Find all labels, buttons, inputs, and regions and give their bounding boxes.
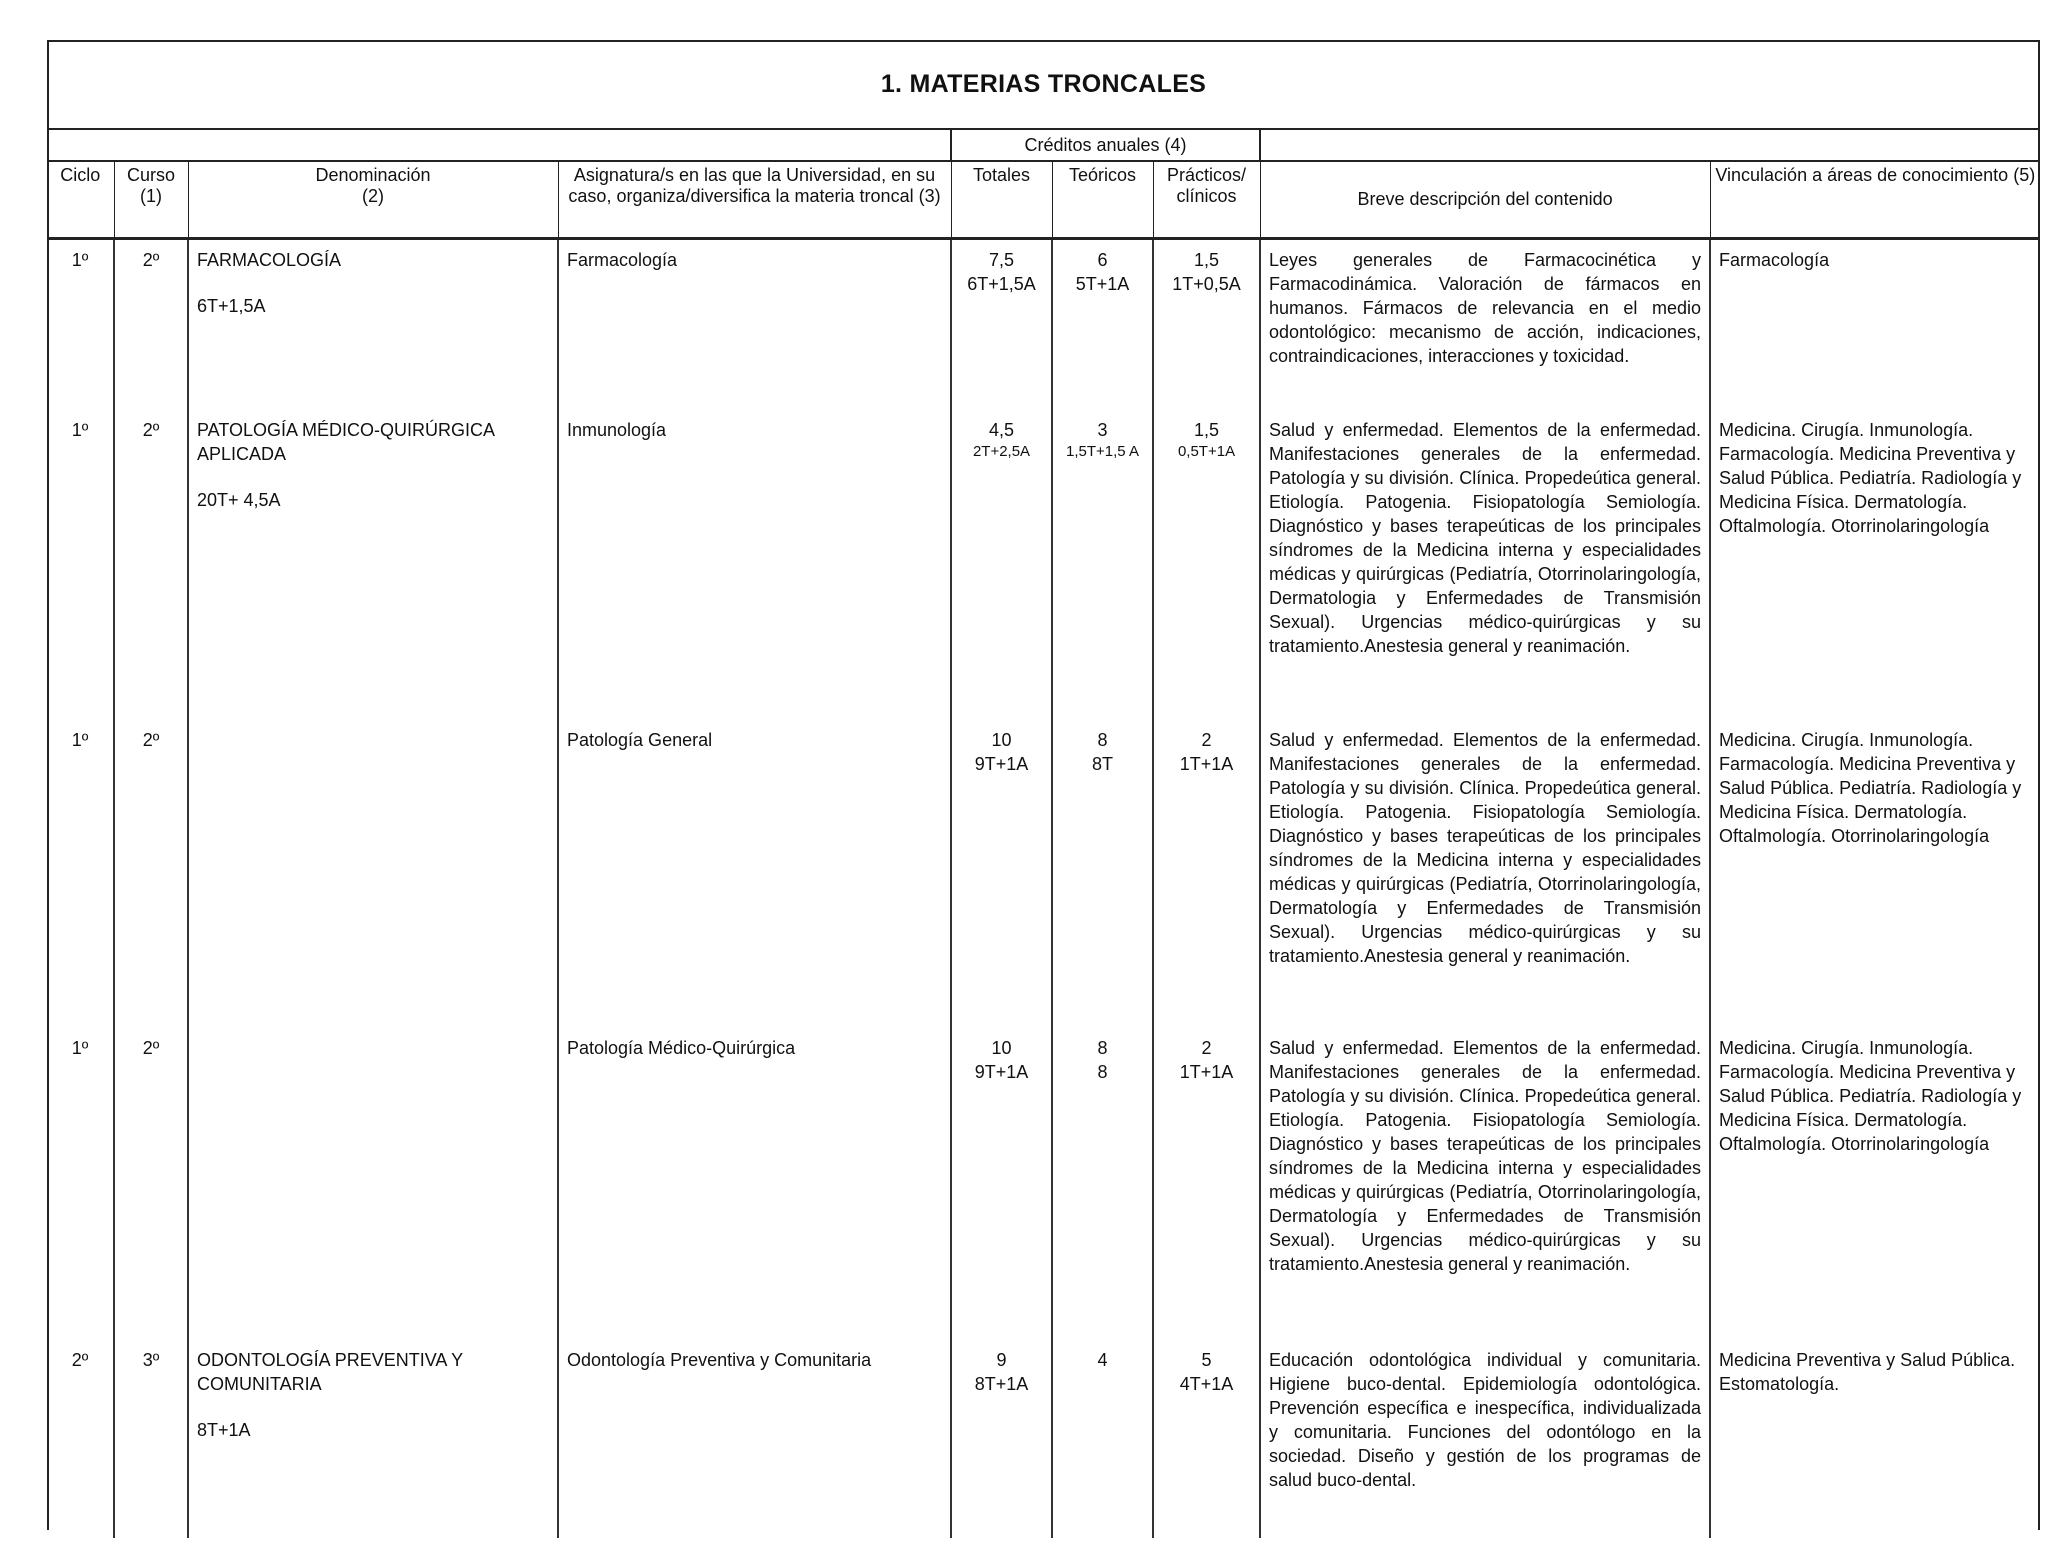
- cell-asignatura: Patología General: [558, 720, 951, 1028]
- cell-asignatura: Inmunología: [558, 408, 951, 720]
- cell-descripcion: Salud y enfermedad. Elementos de la enfermedad. Manifestaciones generales de la enfermedad. Patología y su división. Clínica. Propedeútica general. Etiología. Patogenia. Fisiopatología Semiología. Diagnóstico y bases terapeúticas de los principales síndromes de la Medicina interna y especialidades médicas y quirúrgicas (Pediatría, Otorrinolaringología, Dermatología y Enfermedades de Transmisión Sexual). Urgencias médico-quirúrgicas y su tratamiento.Anestesia general y reanimación.: [1260, 1028, 1710, 1338]
- cell-curso: 3º: [114, 1338, 188, 1538]
- cell-vinculacion: Medicina. Cirugía. Inmunología. Farmacología. Medicina Preventiva y Salud Pública. Pediatría. Radiología y Medicina Física. Dermatología. Oftalmología. Otorrinolaringología: [1719, 1038, 2022, 1154]
- cell-denominacion: ODONTOLOGÍA PREVENTIVA Y COMUNITARIA 8T+1A: [188, 1338, 558, 1538]
- cell-descripcion: Leyes generales de Farmacocinética y Farmacodinámica. Valoración de fármacos en humanos. Fármacos de relevancia en el medio odontológico: mecanismo de acción, indicaciones, contraindicaciones, interacciones y toxicidad.: [1260, 239, 1710, 409]
- cell-totales: 9 8T+1A: [951, 1338, 1052, 1538]
- header-row-credits: [47, 130, 2040, 161]
- header-teoricos: Teóricos: [1052, 161, 1153, 239]
- cell-denominacion: FARMACOLOGÍA 6T+1,5A: [188, 239, 558, 409]
- cell-vinculacion: Farmacología: [1719, 250, 1830, 270]
- cell-curso: 2º: [114, 1028, 188, 1338]
- cell-practicos: 1,5 1T+0,5A: [1153, 239, 1260, 409]
- table-row: [47, 408, 2040, 720]
- cell-practicos: 2 1T+1A: [1153, 1028, 1260, 1338]
- header-totales: Totales: [951, 161, 1052, 239]
- cell-practicos: 2 1T+1A: [1153, 720, 1260, 1028]
- cell-descripcion: Salud y enfermedad. Elementos de la enfermedad. Manifestaciones generales de la enfermedad. Patología y su división. Clínica. Propedeútica general. Etiología. Patogenia. Fisiopatología Semiología. Diagnóstico y bases terapeúticas de los principales síndromes de la Medicina interna y especialidades médicas y quirúrgicas (Pediatría, Otorrinolaringología, Dermatología y Enfermedades de Transmisión Sexual). Urgencias médico-quirúrgicas y su tratamiento.Anestesia general y reanimación.: [1260, 720, 1710, 1028]
- cell-totales: 4,5 2T+2,5A: [951, 408, 1052, 720]
- cell-vinculacion: Medicina. Cirugía. Inmunología. Farmacología. Medicina Preventiva y Salud Pública. Pediatría. Radiología y Medicina Física. Dermatología. Oftalmología. Otorrinolaringología: [1719, 730, 2022, 846]
- cell-denominacion: [188, 720, 558, 1028]
- cell-teoricos: 3 1,5T+1,5 A: [1052, 408, 1153, 720]
- document-page: [47, 40, 2040, 1530]
- cell-asignatura: Odontología Preventiva y Comunitaria: [558, 1338, 951, 1538]
- cell-teoricos: 6 5T+1A: [1052, 239, 1153, 409]
- cell-totales: 10 9T+1A: [951, 720, 1052, 1028]
- header-asignatura: Asignatura/s en las que la Universidad, en su caso, organiza/diversifica la materia troncal (3): [558, 161, 951, 239]
- cell-descripcion: Salud y enfermedad. Elementos de la enfermedad. Manifestaciones generales de la enfermedad. Patología y su división. Clínica. Propedeútica general. Etiología. Patogenia. Fisiopatología Semiología. Diagnóstico y bases terapeúticas de los principales síndromes de la Medicina interna y especialidades médicas y quirúrgicas (Pediatría, Otorrinolaringología, Dermatologia y Enfermedades de Transmisión Sexual). Urgencias médico-quirúrgicas y su tratamiento.Anestesia general y reanimación.: [1260, 408, 1710, 720]
- cell-vinculacion: Medicina. Cirugía. Inmunología. Farmacología. Medicina Preventiva y Salud Pública. Pediatría. Radiología y Medicina Física. Dermatología. Oftalmología. Otorrinolaringología: [1719, 420, 2022, 536]
- header-descripcion: Breve descripción del contenido: [1260, 161, 1710, 239]
- header-ciclo: Ciclo: [47, 161, 114, 239]
- header-row-columns: [47, 161, 2040, 239]
- table-row: [47, 239, 2040, 409]
- cell-asignatura: Patología Médico-Quirúrgica: [558, 1028, 951, 1338]
- header-curso: Curso (1): [114, 161, 188, 239]
- cell-ciclo: 1º: [47, 239, 114, 409]
- cell-ciclo: 1º: [47, 1028, 114, 1338]
- cell-practicos: 1,5 0,5T+1A: [1153, 408, 1260, 720]
- header-vinculacion: Vinculación a áreas de conocimiento (5): [1710, 161, 2040, 239]
- materias-table: [47, 130, 2040, 1538]
- cell-teoricos: 8 8T: [1052, 720, 1153, 1028]
- header-blank-left: [47, 130, 951, 161]
- cell-teoricos: 4: [1052, 1338, 1153, 1538]
- cell-practicos: 5 4T+1A: [1153, 1338, 1260, 1538]
- cell-vinculacion: Medicina Preventiva y Salud Pública. Estomatología.: [1719, 1350, 2016, 1394]
- cell-ciclo: 1º: [47, 408, 114, 720]
- cell-denominacion: PATOLOGÍA MÉDICO-QUIRÚRGICA APLICADA 20T+ 4,5A: [188, 408, 558, 720]
- cell-descripcion: Educación odontológica individual y comunitaria. Higiene buco-dental. Epidemiología odontológica. Prevención específica e inespecífica, individualizada y comunitaria. Funciones del odontólogo en la sociedad. Diseño y gestión de los programas de salud buco-dental.: [1260, 1338, 1710, 1538]
- cell-ciclo: 1º: [47, 720, 114, 1028]
- table-row: [47, 1338, 2040, 1538]
- table-row: [47, 720, 2040, 1028]
- header-practicos: Prácticos/ clínicos: [1153, 161, 1260, 239]
- cell-ciclo: 2º: [47, 1338, 114, 1538]
- cell-curso: 2º: [114, 720, 188, 1028]
- cell-curso: 2º: [114, 239, 188, 409]
- header-denominacion: Denominación (2): [188, 161, 558, 239]
- table-row: [47, 1028, 2040, 1338]
- header-blank-right: [1260, 130, 2040, 161]
- page-title: 1. MATERIAS TRONCALES: [880, 69, 1207, 98]
- title-row: [47, 40, 2040, 130]
- cell-curso: 2º: [114, 408, 188, 720]
- cell-denominacion: [188, 1028, 558, 1338]
- cell-teoricos: 8 8: [1052, 1028, 1153, 1338]
- cell-totales: 10 9T+1A: [951, 1028, 1052, 1338]
- cell-asignatura: Farmacología: [558, 239, 951, 409]
- header-creditos: Créditos anuales (4): [951, 130, 1260, 161]
- cell-totales: 7,5 6T+1,5A: [951, 239, 1052, 409]
